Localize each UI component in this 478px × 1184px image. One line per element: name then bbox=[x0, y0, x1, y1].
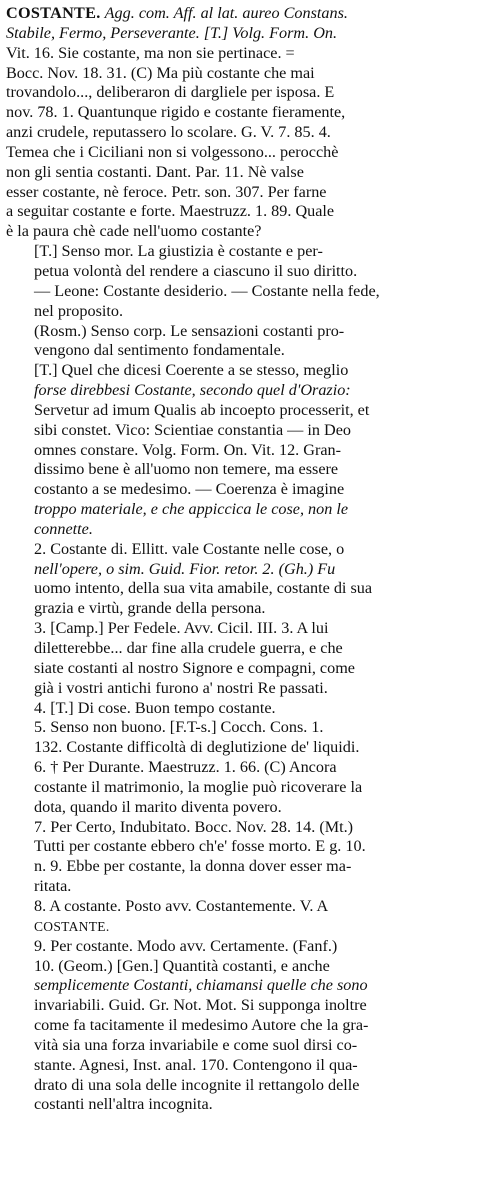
entry-text: Temea che i Ciciliani non si volgessono... perocchè bbox=[6, 142, 339, 161]
para-line: 6. † Per Durante. Maestruzz. 1. 66. (C) Ancora bbox=[34, 758, 337, 777]
para-line: 3. [Camp.] Per Fedele. Avv. Cicil. III. 3. A lui bbox=[34, 619, 329, 638]
para-line: già i vostri antichi furono a' nostri Re passati. bbox=[34, 678, 328, 697]
para-sense-8 bbox=[6, 897, 471, 937]
para-line: come fa tacitamente il medesimo Autore che la gra- bbox=[34, 1016, 369, 1035]
entry-text: esser costante, nè feroce. Petr. son. 307. Per farne bbox=[6, 182, 327, 201]
para-sense-10 bbox=[6, 957, 471, 1116]
para-sense-9 bbox=[6, 937, 471, 957]
para-line: dissimo bene è all'uomo non temere, ma essere bbox=[34, 460, 339, 479]
para-sense-4 bbox=[6, 699, 471, 719]
para-line: forse direbbesi Costante, secondo quel d'Orazio: bbox=[34, 381, 351, 400]
para-line: grazia e virtù, grande della persona. bbox=[34, 599, 266, 618]
para-sense-7 bbox=[6, 818, 471, 897]
para-senso-corp bbox=[6, 322, 471, 362]
para-line: 132. Costante difficoltà di deglutizione de' liquidi. bbox=[34, 738, 360, 757]
para-line: 10. (Geom.) [Gen.] Quantità costanti, e anche bbox=[34, 956, 330, 975]
para-line: vità sia una forza invariabile e come suol dirsi co- bbox=[34, 1035, 358, 1054]
para-line: semplicemente Costanti, chiamansi quelle che sono bbox=[34, 976, 368, 995]
para-line: connette. bbox=[34, 519, 93, 538]
para-line: nel proposito. bbox=[34, 301, 124, 320]
para-sense-2 bbox=[6, 540, 471, 619]
para-line: n. 9. Ebbe per costante, la donna dover esser ma- bbox=[34, 857, 352, 876]
para-line: 7. Per Certo, Indubitato. Bocc. Nov. 28. 14. (Mt.) bbox=[34, 817, 354, 836]
entry-text: Agg. com. Aff. al lat. aureo Constans. bbox=[104, 4, 348, 22]
line bbox=[6, 4, 471, 24]
para-line: diletterebbe... dar fine alla crudele guerra, e che bbox=[34, 639, 343, 657]
para-line: siate costanti al nostro Signore e compagni, come bbox=[34, 658, 355, 677]
para-line: invariabili. Guid. Gr. Not. Mot. Si supponga inoltre bbox=[34, 996, 367, 1015]
para-line: nell'opere, o sim. Guid. Fior. retor. 2. (Gh.) Fu bbox=[34, 559, 336, 578]
para-line: 9. Per costante. Modo avv. Certamente. (Fanf.) bbox=[34, 936, 338, 955]
para-line: troppo materiale, e che appiccica le cose, non le bbox=[34, 500, 349, 519]
para-line: stante. Agnesi, Inst. anal. 170. Contengono il qua- bbox=[34, 1055, 358, 1074]
para-senso-mor bbox=[6, 242, 471, 321]
entry-text: non gli sentia costanti. Dant. Par. 11. Nè valse bbox=[6, 162, 304, 181]
entry-text: nov. 78. 1. Quantunque rigido e costante fieramente, bbox=[6, 103, 346, 122]
para-line: costante il matrimonio, la moglie può ricoverare la bbox=[34, 777, 363, 796]
entry-text: Stabile, Fermo, Perseverante. [T.] Volg. Form. On. bbox=[6, 23, 338, 42]
entry-text: trovandolo..., deliberaron di dargliele per isposa. E bbox=[6, 83, 335, 102]
para-sense-6 bbox=[6, 758, 471, 818]
para-line: 8. A costante. Posto avv. Costantemente. V. A bbox=[34, 896, 329, 915]
entry-text: Vit. 16. Sie costante, ma non sie pertinace. = bbox=[6, 43, 295, 62]
para-line: Tutti per costante ebbero ch'e' fosse morto. E g. 10. bbox=[34, 837, 366, 856]
para-sense-3 bbox=[6, 619, 471, 698]
para-sense-5 bbox=[6, 718, 471, 758]
para-line: Servetur ad imum Qualis ab incoepto processerit, et bbox=[34, 400, 370, 419]
para-line: 2. Costante di. Ellitt. vale Costante nelle cose, o bbox=[34, 539, 345, 558]
para-line: dota, quando il marito diventa povero. bbox=[34, 797, 282, 816]
entry-text: è la paura chè cade nell'uomo costante? bbox=[6, 222, 262, 241]
para-line: petua volontà del rendere a ciascuno il suo diritto. bbox=[34, 261, 358, 280]
para-line: costanti nell'altra incognita. bbox=[34, 1095, 213, 1114]
para-line: drato di una sola delle incognite il rettangolo delle bbox=[34, 1075, 360, 1094]
entry-text: Bocc. Nov. 18. 31. (C) Ma più costante che mai bbox=[6, 63, 315, 82]
para-line: (Rosm.) Senso corp. Le sensazioni costanti pro- bbox=[34, 321, 345, 340]
para-line: vengono dal sentimento fondamentale. bbox=[34, 341, 285, 360]
headword: COSTANTE. bbox=[6, 4, 101, 22]
para-line: [T.] Senso mor. La giustizia è costante e per- bbox=[34, 242, 323, 261]
para-line: — Leone: Costante desiderio. — Costante nella fede, bbox=[34, 281, 380, 300]
entry-text: anzi crudele, reputassero lo scolare. G. V. 7. 85. 4. bbox=[6, 123, 331, 142]
entry-costante bbox=[6, 4, 471, 242]
para-coerente bbox=[6, 361, 471, 540]
para-line: omnes constare. Volg. Form. On. Vit. 12. Gran- bbox=[34, 440, 342, 459]
para-line: costanto a se medesimo. — Coerenza è imagine bbox=[34, 480, 345, 499]
para-line: sibi constet. Vico: Scientiae constantia — in Deo bbox=[34, 420, 352, 439]
para-line: [T.] Quel che dicesi Coerente a se stesso, meglio bbox=[34, 361, 349, 380]
para-line: 4. [T.] Di cose. Buon tempo costante. bbox=[34, 698, 276, 717]
para-line: 5. Senso non buono. [F.T-s.] Cocch. Cons. 1. bbox=[34, 718, 324, 737]
entry-text: a seguitar costante e forte. Maestruzz. 1. 89. Quale bbox=[6, 202, 335, 221]
para-line: ritata. bbox=[34, 877, 72, 896]
para-line: uomo intento, della sua vita amabile, costante di sua bbox=[34, 579, 373, 598]
para-line: COSTANTE. bbox=[34, 918, 110, 934]
